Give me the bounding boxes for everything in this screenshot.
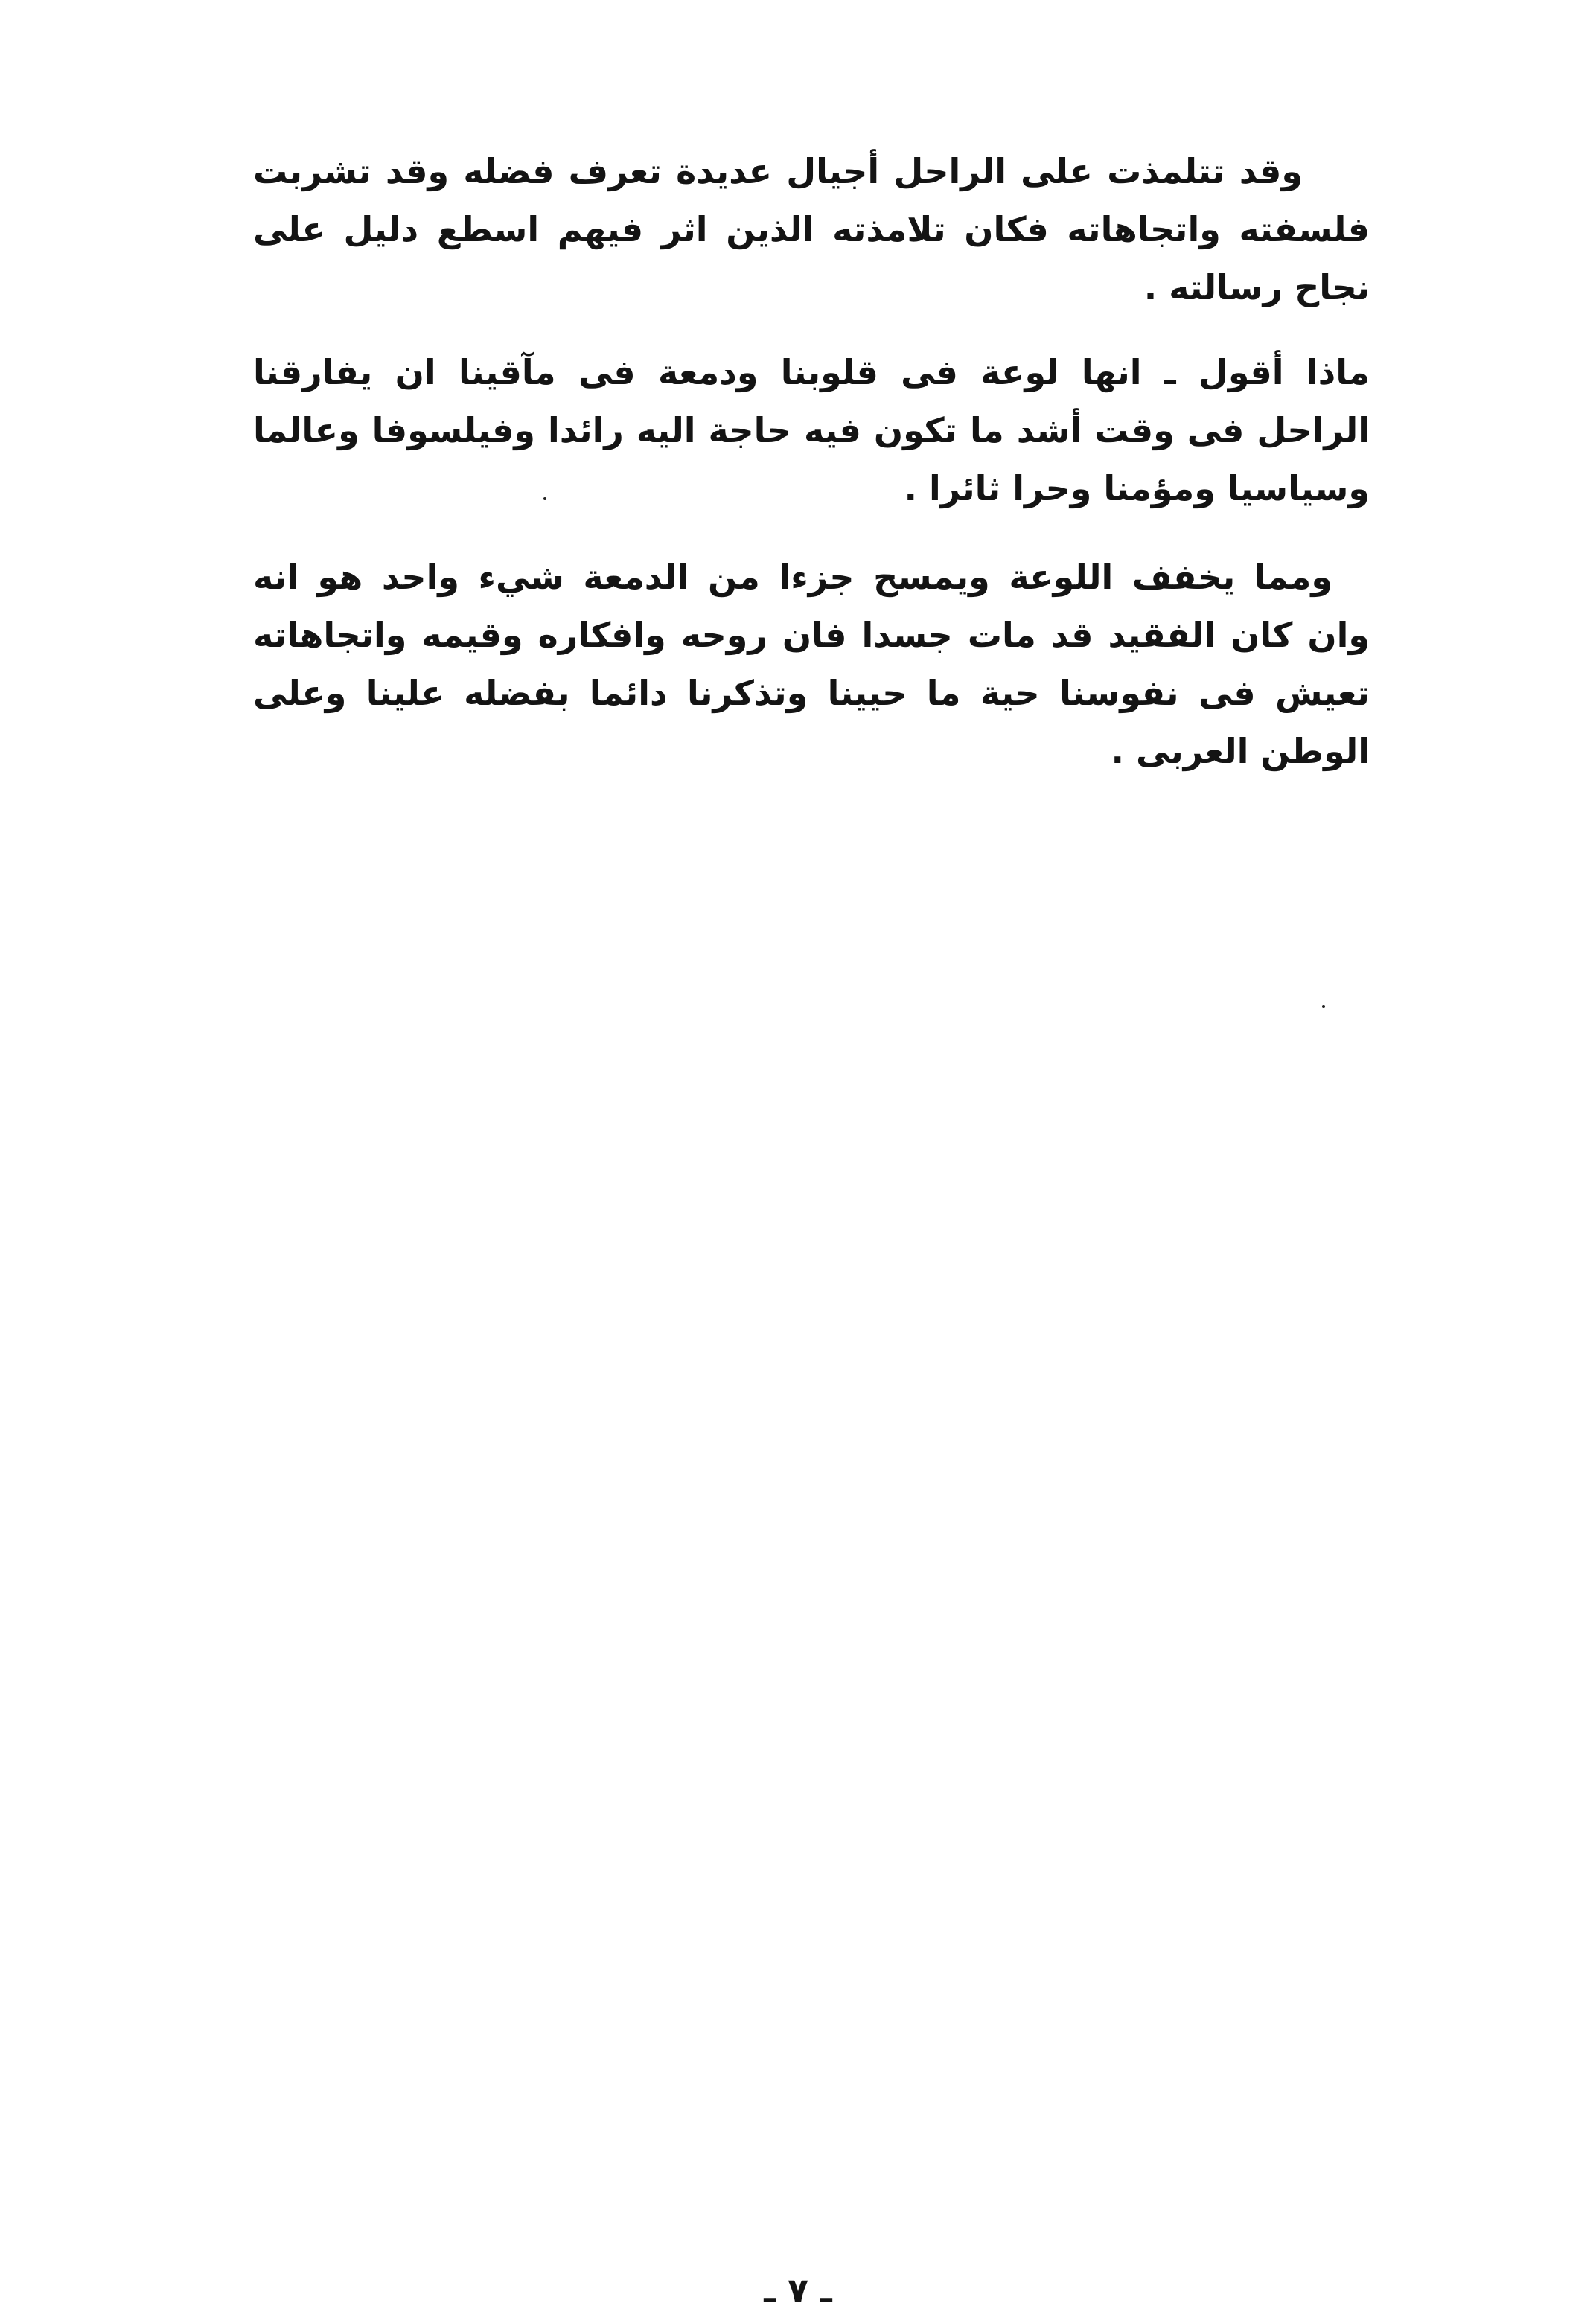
page-number: ـ ٧ ـ xyxy=(764,2270,832,2311)
scan-speck xyxy=(543,497,546,500)
paragraph-3: ومما يخفف اللوعة ويمسح جزءا من الدمعة شيء واحد هو انه وان كان الفقيد قد مات جسدا فان روحه وافكاره وقيمه واتجاهاته تعيش فى نفوسنا حية ما حيينا وتذكرنا دائما بفضله علينا وعلى الوطن العربى . xyxy=(253,557,1370,771)
paragraph-1: وقد تتلمذت على الراحل أجيال عديدة تعرف فضله وقد تشربت فلسفته واتجاهاته فكان تلامذته الذين اثر فيهم اسطع دليل على نجاح رسالته . xyxy=(253,151,1370,307)
paragraph-2: ماذا أقول ـ انها لوعة فى قلوبنا ودمعة فى مآقينا ان يفارقنا الراحل فى وقت أشد ما تكون فيه حاجة اليه رائدا وفيلسوفا وعالما وسياسيا ومؤمنا وحرا ثائرا . xyxy=(253,352,1370,508)
scan-speck xyxy=(1322,1005,1325,1008)
